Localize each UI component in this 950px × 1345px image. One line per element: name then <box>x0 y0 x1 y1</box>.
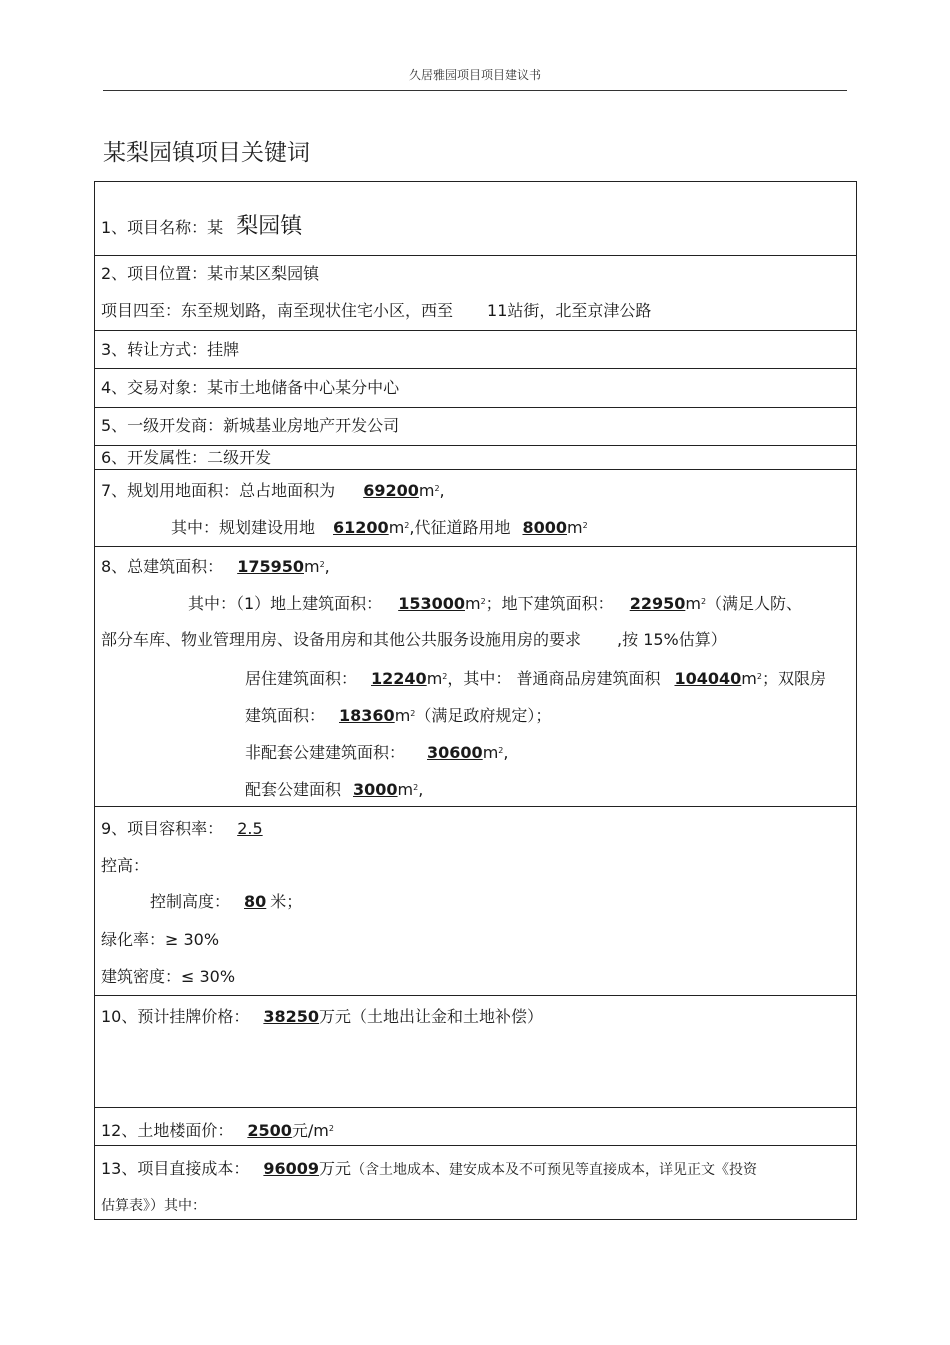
transaction-party: 4、交易对象：某市土地储备中心某分中心 <box>101 378 400 397</box>
dual-limit-value: 18360 <box>339 706 395 725</box>
non-supporting-public-area <box>245 743 508 763</box>
unit: m <box>685 594 701 613</box>
row-separator <box>95 1145 856 1146</box>
unit: m <box>482 743 499 762</box>
row-separator <box>95 806 856 807</box>
height-limit-unit: 米； <box>270 892 303 911</box>
unit: m <box>303 557 320 576</box>
unit: m <box>567 518 583 537</box>
row-separator <box>95 368 856 369</box>
unit: m <box>418 481 435 500</box>
height-limit-label: 控制高度： <box>150 892 231 911</box>
height-limit-value: 80 <box>244 892 267 911</box>
plot-ratio <box>101 819 263 839</box>
project-name-label: 1、项目名称：某 <box>101 218 224 237</box>
construction-land-value: 61200 <box>333 518 389 537</box>
dual-limit-label: ；双限房 <box>761 669 826 688</box>
unit-sup: 2 <box>319 560 325 569</box>
row-separator <box>95 546 856 547</box>
primary-developer: 5、一级开发商：新城基业房地产开发公司 <box>101 416 400 435</box>
commercial-housing-value: 104040 <box>674 669 742 688</box>
dual-limit-area-label: 建筑面积： <box>245 706 326 725</box>
height-limit <box>150 892 302 912</box>
punct: , <box>503 743 509 762</box>
unit-sup: 2 <box>582 521 588 530</box>
row-separator <box>95 407 856 408</box>
floor-price-value: 2500 <box>247 1121 292 1140</box>
usage-text: 部分车库、物业管理用房、设备用房和其他公共服务设施用房的要求 <box>101 630 582 649</box>
below-ground-value: 22950 <box>629 594 686 613</box>
floor-price <box>101 1121 334 1141</box>
row-separator <box>95 255 856 256</box>
dual-limit-note: （满足政府规定）； <box>415 706 552 725</box>
planned-land-area <box>101 481 445 501</box>
document-title: 某梨园镇项目关键词 <box>103 140 310 166</box>
header-rule <box>103 90 847 91</box>
unit-sup: 2 <box>480 597 486 606</box>
construction-land-label: 其中：规划建设用地 <box>171 518 316 537</box>
plot-ratio-value: 2.5 <box>237 819 263 838</box>
road-land-label: ,代征道路用地 <box>409 518 511 537</box>
unit: m <box>394 706 411 725</box>
residential-value: 12240 <box>371 669 427 688</box>
direct-cost-value: 96009 <box>263 1159 320 1178</box>
row-separator <box>95 1107 856 1108</box>
unit-sup: 2 <box>442 672 448 681</box>
floor-price-label: 12、土地楼面价： <box>101 1121 234 1140</box>
project-boundaries <box>101 301 651 321</box>
above-ground-value: 153000 <box>398 594 465 613</box>
punct: , <box>324 557 330 576</box>
floor-price-unit: 元/m <box>291 1121 329 1140</box>
direct-cost-note: （含土地成本、建安成本及不可预见等直接成本，详见正文《投资 <box>351 1162 758 1178</box>
row-separator <box>95 995 856 996</box>
below-ground-note: （满足人防、 <box>706 594 803 613</box>
direct-cost <box>101 1159 757 1180</box>
total-floor-area-label: 8、总建筑面积： <box>101 557 224 576</box>
unit-sup: 2 <box>410 709 416 718</box>
land-area-label: 7、规划用地面积：总占地面积为 <box>101 481 336 500</box>
height-control: 控高： <box>101 856 150 875</box>
road-land-value: 8000 <box>522 518 567 537</box>
unit-sup: 2 <box>404 521 410 530</box>
unit: m <box>426 669 443 688</box>
total-floor-area <box>101 557 330 577</box>
unit-sup: 2 <box>413 783 419 792</box>
unit-sup: 2 <box>756 672 762 681</box>
unit-sup: 2 <box>700 597 707 606</box>
below-ground-usage <box>101 630 727 650</box>
row-project-name <box>101 214 303 239</box>
building-density: 建筑密度：≤ 30% <box>101 967 236 986</box>
boundaries-part-2: 11站街，北至京津公路 <box>487 301 652 320</box>
running-header: 久居雅园项目项目建议书 <box>408 68 541 82</box>
residential-label: 居住建筑面积： <box>245 669 358 688</box>
transfer-method: 3、转让方式：挂牌 <box>101 340 240 359</box>
supporting-value: 3000 <box>353 780 398 799</box>
row-separator <box>95 469 856 470</box>
direct-cost-continued <box>101 1195 206 1216</box>
non-supporting-label: 非配套公建建筑面积： <box>245 743 406 762</box>
unit-sup: 2 <box>328 1124 334 1133</box>
project-name-value: 梨园镇 <box>236 214 303 239</box>
land-area-value: 69200 <box>363 481 419 500</box>
unit-sup: 2 <box>434 484 440 493</box>
non-supporting-value: 30600 <box>427 743 483 762</box>
unit-sup: 2 <box>498 746 504 755</box>
plot-ratio-label: 9、项目容积率： <box>101 819 224 838</box>
unit: m <box>397 780 414 799</box>
development-type: 6、开发属性：二级开发 <box>101 448 272 467</box>
punct: , <box>439 481 445 500</box>
direct-cost-note-continued: 估算表》）其中： <box>101 1198 206 1214</box>
greening-rate: 绿化率：≥ 30% <box>101 930 220 949</box>
listing-price-value: 38250 <box>263 1007 320 1026</box>
punct: , <box>418 780 424 799</box>
listing-price <box>101 1007 543 1027</box>
estimate-note: ,按 15%估算） <box>617 630 727 649</box>
project-location: 2、项目位置：某市某区梨园镇 <box>101 264 320 283</box>
keyword-table <box>94 181 857 1220</box>
row-separator <box>95 330 856 331</box>
listing-price-note: 万元（土地出让金和土地补偿） <box>319 1007 544 1026</box>
supporting-public-area <box>245 780 423 800</box>
unit: m <box>464 594 481 613</box>
direct-cost-unit: 万元 <box>319 1159 352 1178</box>
unit: m <box>388 518 405 537</box>
above-ground-label: 其中：（1）地上建筑面积： <box>188 594 383 613</box>
above-below-ground-area <box>188 594 802 614</box>
dual-limit-area <box>245 706 551 726</box>
unit: m <box>741 669 757 688</box>
supporting-label: 配套公建面积 <box>245 780 342 799</box>
below-ground-label: ；地下建筑面积： <box>485 594 614 613</box>
residential-area <box>245 669 826 689</box>
listing-price-label: 10、预计挂牌价格： <box>101 1007 250 1026</box>
boundaries-part-1: 项目四至：东至规划路，南至现状住宅小区，西至 <box>101 301 454 320</box>
direct-cost-label: 13、项目直接成本： <box>101 1159 250 1178</box>
total-floor-area-value: 175950 <box>237 557 304 576</box>
row-separator <box>95 445 856 446</box>
commercial-housing-label: ，其中： 普通商品房建筑面积 <box>447 669 661 688</box>
land-breakdown <box>171 518 588 538</box>
